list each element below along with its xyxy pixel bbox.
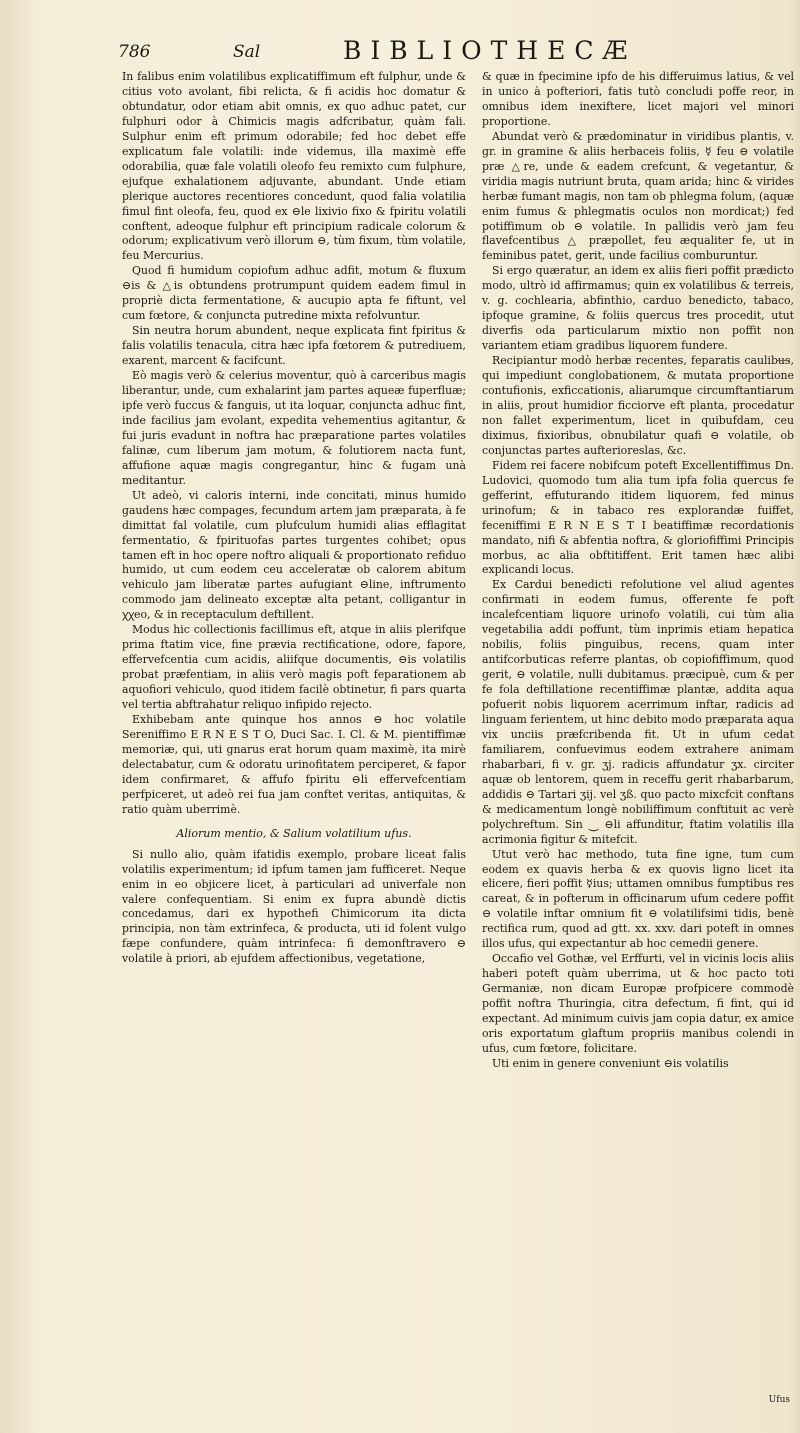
paragraph: Eò magis verò & celerius moventur, quò à carceribus magis liberantur, unde, cum exhalarint jam partes aqueæ fuperfluæ; ipfe verò fuccus & fanguis, ut ita loquar, conjuncta adhuc fint, inde facilius jam evolant, expedita vehementius agitantur, & fui juris evadunt in noftra hac præparatione partes volatiles falinæ, cum liberum jam motum, & folutiorem nacta funt, affufione aquæ magis congregantur, hinc & fugam unà meditantur. bbox=[122, 369, 466, 487]
running-head: Sal bbox=[233, 42, 261, 62]
margin-mark bbox=[776, 360, 790, 367]
page-number: 786 bbox=[118, 42, 151, 62]
paragraph: Ut adeò, vi caloris interni, inde concitati, minus humido gaudens hæc compages, fecundum artem jam præparata, à fe dimittat fal volatile, cum plufculum humidi alias efflagitat fermentatio, & fpirituofas partes turgentes cohibet; opus tamen eft in hoc opere noftro aliquali & proportionato refiduo humido, ut cum eodem ceu acceleratæ ob calorem abitum vehiculo jam liberatæ partes aufugiant ⊖line, inftrumento commodo jam delineato exceptæ alta petant, colligantur in ꭓꭓeo, & in receptaculum deftillent. bbox=[122, 488, 466, 622]
left-column bbox=[122, 70, 466, 967]
page-title: BIBLIOTHECÆ bbox=[343, 36, 637, 65]
paragraph: Occafio vel Gothæ, vel Erffurti, vel in vicinis locis aliis haberi poteft quàm uberrima, ut & hoc pacto toti Germaniæ, non dicam Europæ profpicere commodè poffit noftra Thuringia, citra defectum, fi fint, qui id expectant. Ad minimum cuivis jam copia datur, ex amice oris exportatum glaftum propriis manibus colendi in ufus, cum fœtore, folicitare. bbox=[482, 952, 794, 1055]
paragraph: Ex Cardui benedicti refolutione vel aliud agentes confirmati in eodem fumus, offerente fe poft incalefcentiam liquore urinofo volatili, cui tùm alia vegetabilia addi poffunt, tùm inprimis etiam hepatica nobilis, foliis pinguibus, recens, quam inter antifcorbuticas referre plantas, ob copiofiffimum, quod gerit, ⊖ volatile, nulli dubitamus. præcipuè, cum & per fe fola deftillatione recentiffimæ plantæ, addita aqua pofuerit nobis liquorem acerrimum inftar, radicis ad linguam ferientem, ut hinc debito modo præparata aqua vix unciis præfcribenda fit. Ut in ufum cedat familiarem, confuevimus eodem extrahere animam rhabarbari, fi v. gr. ʒj. radicis affundatur ʒx. circiter aquæ ob lentorem, quem in receffu gerit rhabarbarum, addidis ⊖ Tartari ʒij. vel ʒß. quo pacto mixcfcit conftans & medicamentum longè nobiliffimum conftituit ac verè polychreftum. Sin ⏝ ⊖li affunditur, ftatim volatilis illa acrimonia figitur & mitefcit. bbox=[482, 578, 794, 846]
paragraph: Quod fi humidum copiofum adhuc adfit, motum & fluxum ⊖is & △is obtundens protrumpunt quidem eadem fimul in propriè dicta fermentatione, & aucupio apta fe fiftunt, vel cum fœtore, & conjuncta putredine mixta refolvuntur. bbox=[122, 264, 466, 323]
catchword: Ufus bbox=[768, 1395, 790, 1405]
section-heading: Aliorum mentio, & Salium volatilium ufus. bbox=[176, 826, 412, 840]
paragraph: & quæ in fpecimine ipfo de his differuimus latius, & vel in unico à pofteriori, fatis tutò concludi poffe reor, in omnibus idem inexiftere, licet majori vel minori proportione. bbox=[482, 70, 794, 128]
paragraph: Sin neutra horum abundent, neque explicata fint fpiritus & falis volatilis tenacula, citra hæc ipfa fœtorem & putrediuem, exarent, marcent & facifcunt. bbox=[122, 324, 466, 368]
paragraph: Recipiantur modò herbæ recentes, feparatis caulibus, qui impediunt conglobationem, & mutata proportione contufionis, exficcationis, aliarumque circumftantiarum in aliis, prout humidior ficciorve eft planta, procedatur non fallet experimentum, licet in quibufdam, ceu diximus, fixioribus, obnubilatur quafi ⊖ volatile, ob conjunctas partes aufterioreslas, &c. bbox=[482, 354, 794, 457]
paragraph: Utut verò hac methodo, tuta fine igne, tum cum eodem ex quavis herba & ex quovis ligno licet ita elicere, fieri poffit ☿ius; uttamen omnibus fumptibus res careat, & in pofterum in officinarum ufum cedere poffit ⊖ volatile inftar omnium fit ⊖ volatilifsimi tidis, benè rectifica rum, quod ad gtt. xx. xxv. dari poteft in omnes illos ufus, qui expectantur ab hoc cemedii genere. bbox=[482, 847, 794, 951]
paragraph: Fidem rei facere nobifcum poteft Excellentiffimus Dn. Ludovici, quomodo tum alia tum ipfa folia quercus fe gefferint, effuturando itidem liquorem, fed minus urinofum; & in tabaco res explorandæ fuiffet, feceniffimi E R N E S T I beatiffimæ recordationis mandato, nifi & abfentia noftra, & gloriofiffimi Principis morbus, ac alia obftitiffent. Erit tamen hæc alibi explicandi locus. bbox=[482, 458, 794, 577]
paragraph: In falibus enim volatilibus explicatiffimum eft fulphur, unde & citius voto avolant, fibi relicta, & fi acidis hoc domatur & obtundatur, odor etiam abit omnis, ex quo adhuc patet, cur fulphuri odor à Chimicis magis adfcribatur, quàm fali. Sulphur enim eft primum odorabile; fed hoc debet effe explicatum fale volatili: inde videmus, illa maximè effe odorabilia, quæ fale volatili oleofo feu remixto cum fulphure, ejufque exhalationem adjuvante, abundant. Unde etiam plerique auctores recentiores concedunt, quod falia volatilia fimul fint oleofa, feu, quod ex ⊖le lixivio fixo & fpiritu volatili conftent, adeoque fulphur eft principium radicale colorum & odorum; explicativum verò illorum ⊖, tùm fixum, tùm volatile, feu Mercurius. bbox=[122, 70, 466, 263]
paragraph: Modus hic collectionis facillimus eft, atque in aliis plerifque prima ftatim vice, fine prævia rectificatione, odore, fapore, effervefcentia cum acidis, aliifque documentis, ⊖is volatilis probat præfentiam, in aliis verò magis poft feparationem ab aquofiori vehiculo, quod itidem facilè obtinetur, fi pars quarta vel tertia abftrahatur reliquo infipido rejecto. bbox=[122, 623, 466, 712]
paragraph: Exhibebam ante quinque hos annos ⊖ hoc volatile Sereniffimo E R N E S T O, Duci Sac. I. Cl. & M. pientiffimæ memoriæ, qui, uti gnarus erat horum quam maximè, ita mirè delectabatur, cum & odoratu urinofitatem perciperet, & fapor idem confirmaret, & affufo fpiritu ⊖li effervefcentiam perfpiceret, ut adeò rei fua jam conftet veritas, antiquitas, & ratio quàm uberrimè. bbox=[122, 712, 466, 816]
paragraph: Uti enim in genere conveniunt ⊖is volatilis bbox=[492, 1056, 729, 1070]
paragraph: Si nullo alio, quàm ifatidis exemplo, probare liceat falis volatilis experimentum; id ipfum tamen jam fufficeret. Neque enim in eo objicere licet, à particulari ad univerfale non valere confequentiam. Si enim ex fupra abundè dictis concedamus, dari ex hypothefi Chimicorum ita dicta principia, non tàm extrinfeca, & producta, uti id folent vulgo fæpe confundere, quàm intrinfeca: fi demonftravero ⊖ volatile à priori, ab ejufdem affectionibus, vegetatione, bbox=[122, 847, 466, 966]
paragraph: Si ergo quæratur, an idem ex aliis fieri poffit prædicto modo, ultrò id affirmamus; quin ex volatilibus & terreis, v. g. cochlearia, abfinthio, carduo benedicto, tabaco, ipfoque gramine, & foliis quercus tres procedit, utut diverfis oda particularum mixtio non poffit non variantem etiam gradibus liquorem fundere. bbox=[482, 264, 794, 353]
paragraph: Abundat verò & prædominatur in viridibus plantis, v. gr. in gramine & aliis herbaceis foliis, ☿ feu ⊖ volatile præ △re, unde & eadem crefcunt, & vegetantur, & viridia magis nutriunt bruta, quam arida; hinc & virides herbæ fumant magis, non tam ob phlegma folum, (aquæ enim fumus & phlegmatis oculos non mordicat;) fed potiffimum ob ⊖ volatile. In pallidis verò jam feu flavefcentibus △ præpollet, feu æqualiter fe, ut in feminibus patet, gerit, unde facilius comburuntur. bbox=[482, 129, 794, 263]
right-column bbox=[482, 70, 794, 1072]
